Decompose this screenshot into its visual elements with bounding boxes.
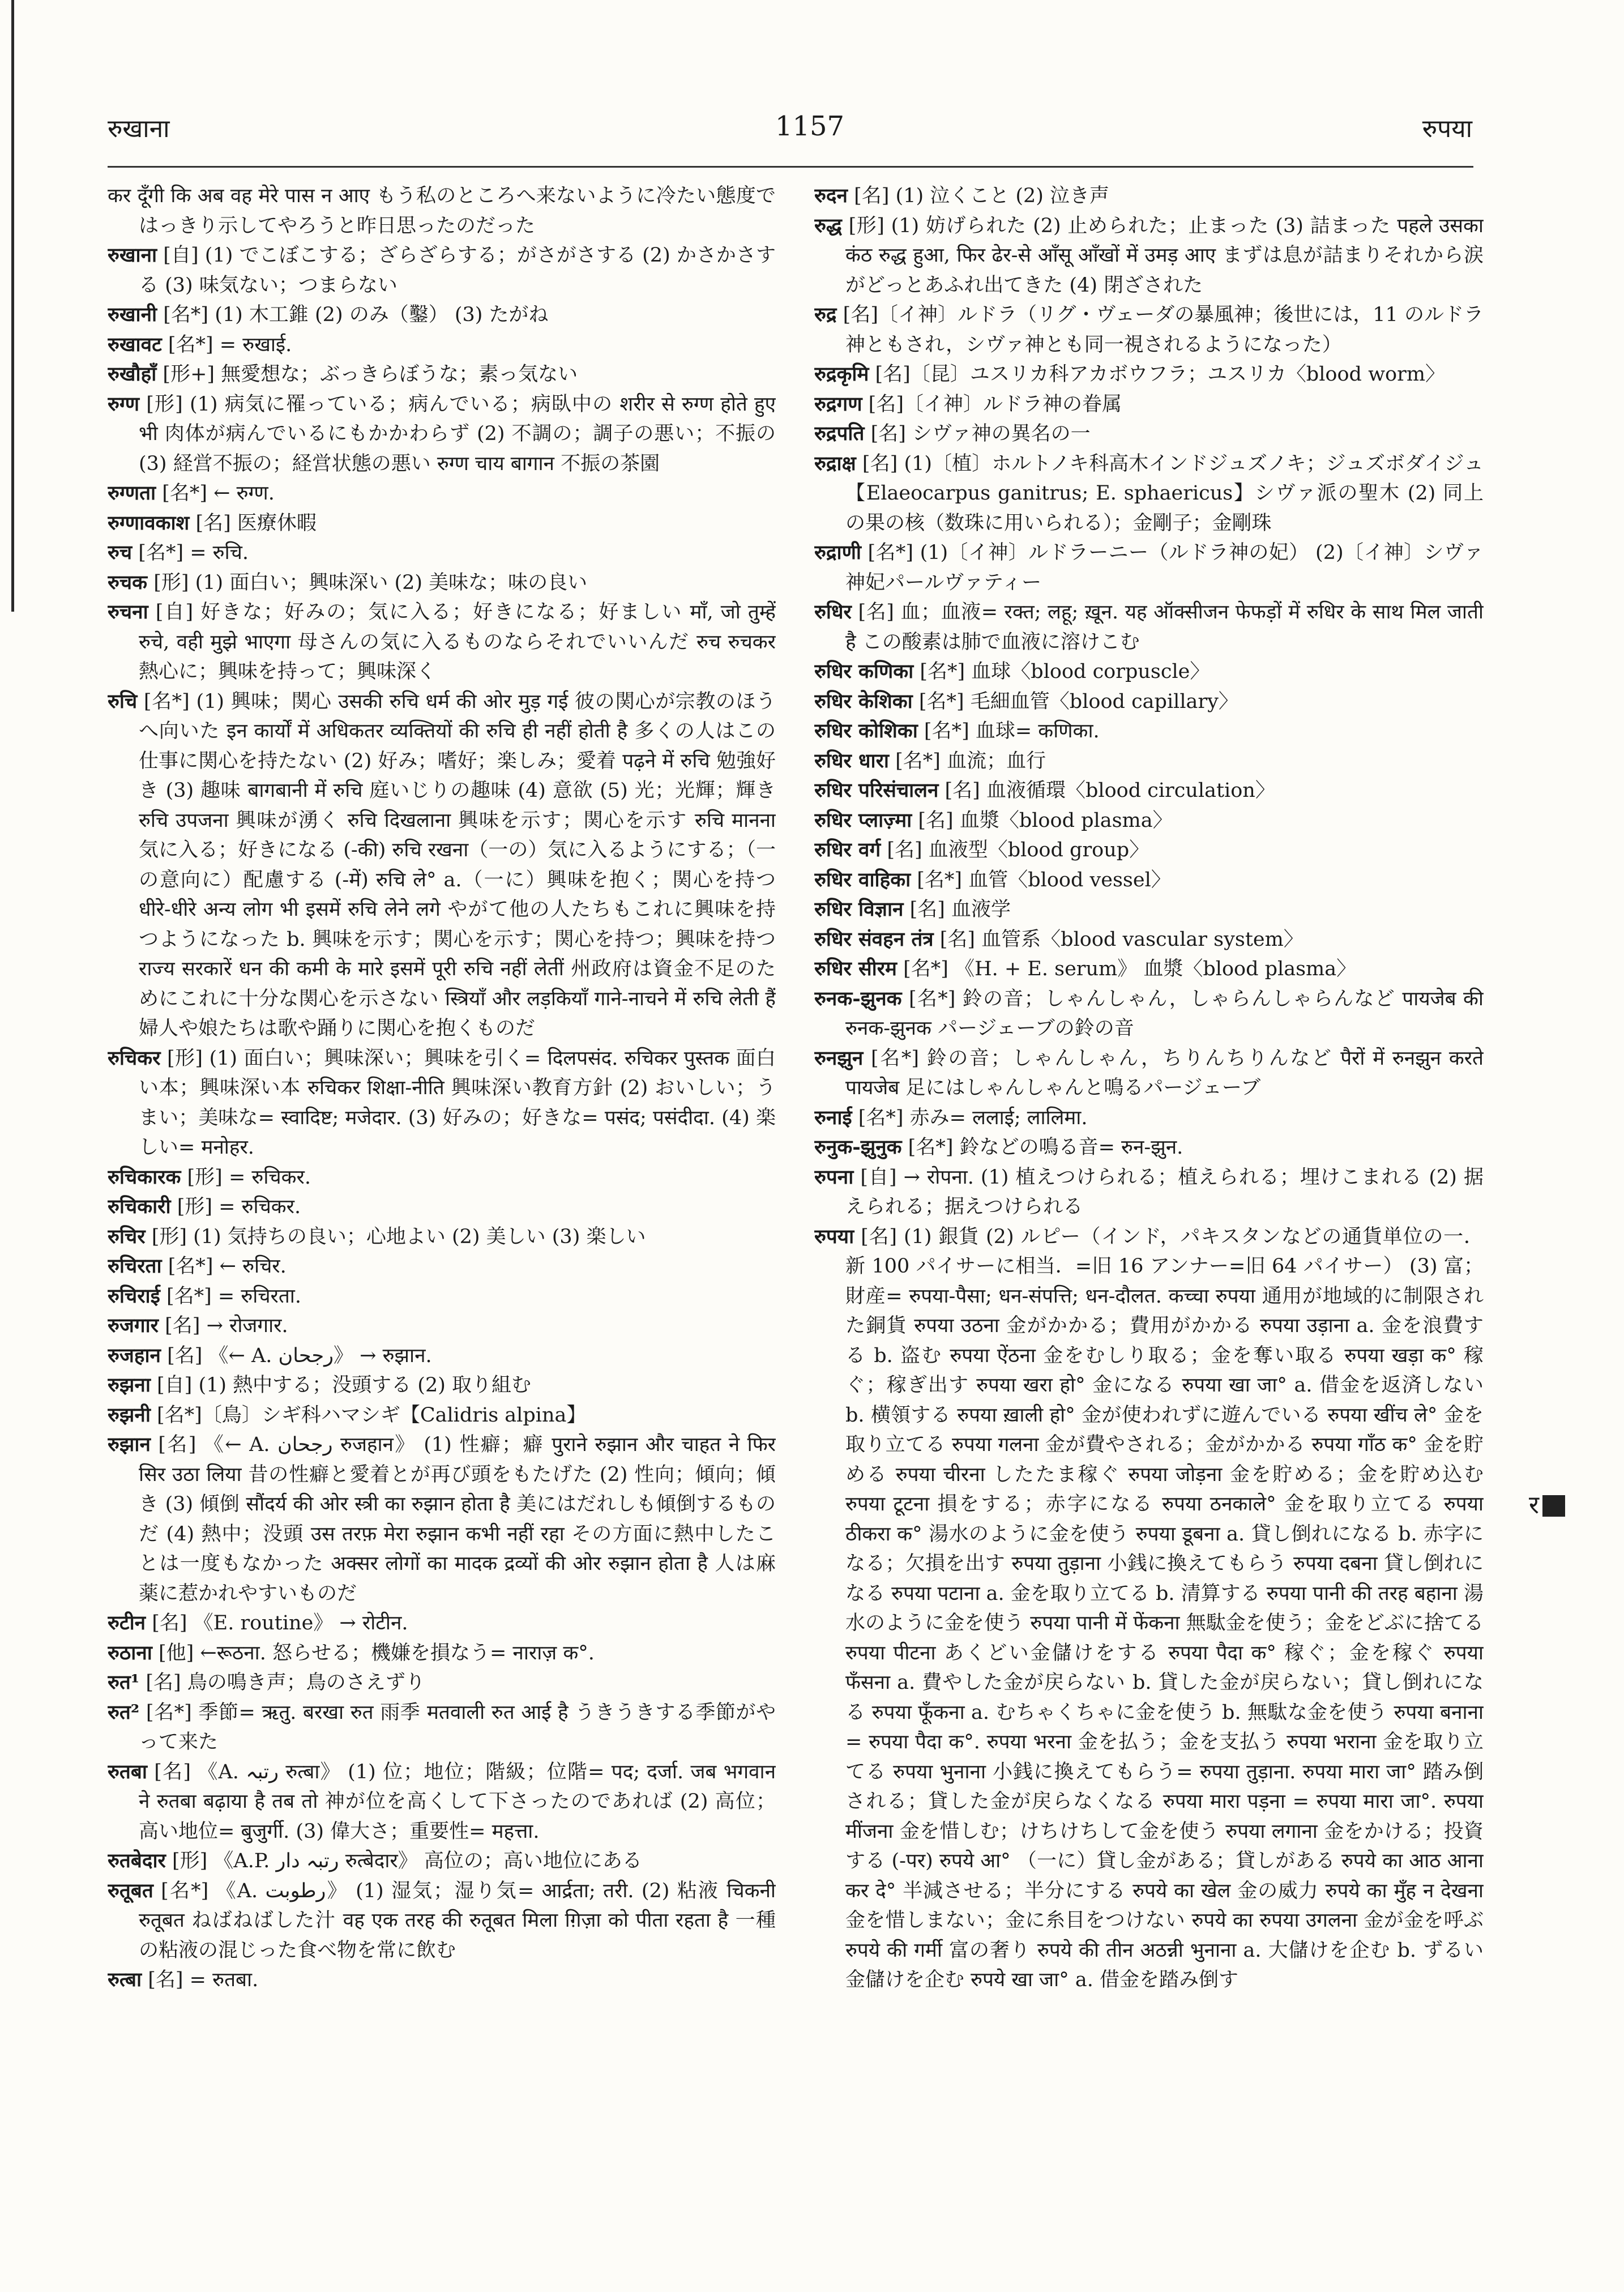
dictionary-entry (108, 509, 776, 539)
dictionary-entry (814, 390, 1484, 420)
entry-definition: [名*] = रुखाई. (168, 333, 292, 356)
dictionary-entry (814, 895, 1484, 925)
dictionary-entry (108, 1341, 776, 1371)
entry-definition: [形] (1) 面白い；興味深い；興味を引く= दिलपसंद. रुचिकर पुस्तक 面白い本；興味深い本 रुचिकर शिक्षा-नीति 興味深い教育方針 (2) おいしい；うまい；美味な= स्वादिष्ट; मजेदार. (3) 好みの；好きな= पसंद; पसंदीदा. (4) 楽しい= मनोहर. (139, 1047, 776, 1159)
dictionary-entry (108, 330, 776, 360)
dictionary-entry (814, 687, 1484, 717)
entry-headword: रुधिर वाहिका (814, 868, 911, 891)
entry-definition: [名*] ← रुग्ण. (162, 482, 275, 505)
entry-headword: रुचिकारी (108, 1195, 171, 1218)
dictionary-entry (108, 241, 776, 300)
entry-headword: रुनक-झुनक (814, 987, 902, 1010)
entry-definition: [名]〔イ神〕ルドラ（リグ・ヴェーダの暴風神；後世には，11 のルドラ神ともされ，シヴァ神とも同一視されるようになった） (843, 304, 1484, 356)
entry-definition: [名*] 《H. + E. serum》 血漿〈blood plasma〉 (903, 958, 1357, 980)
entry-headword: रुधिर प्लाज़्मा (814, 808, 912, 832)
entry-definition: [名] 《← A. رجحان रुजहान》 (1) 性癖；癖 पुराने रुझान और चाहत ने फिर सिर उठा लिया 昔の性癖と愛着とが再び頭をもたげた (2) 性向；傾向；傾き (3) 傾倒 सौंदर्य की ओर स्त्री का रुझान होता है 美にはだれしも傾倒するものだ (4) 熱中；没頭 उस तरफ़ मेरा रुझान कभी नहीं रहा その方面に熱中したことは一度もなかった अक्सर लोगों का मादक द्रव्यों की ओर रुझान होता है 人は麻薬に惹かれやすいものだ (139, 1433, 776, 1605)
thumb-index-tab (1529, 1487, 1565, 1521)
entry-headword: रुजगार (108, 1314, 159, 1337)
entry-headword: रुपना (814, 1165, 854, 1189)
entry-headword: रुनझुन (814, 1046, 864, 1070)
entry-definition: [名*] 血管〈blood vessel〉 (917, 868, 1171, 891)
dictionary-entry (108, 1282, 776, 1312)
entry-definition: [形] (1) 気持ちの良い；心地よい (2) 美しい (3) 楽しい (151, 1225, 646, 1248)
entry-headword: रुतबा (108, 1760, 147, 1783)
dictionary-entry (108, 687, 776, 1044)
dictionary-entry (814, 746, 1484, 776)
dictionary-entry (814, 1044, 1484, 1103)
dictionary-entry (108, 1638, 776, 1668)
entry-definition: [形] = रुचिकर. (177, 1196, 301, 1218)
dictionary-entry (108, 390, 776, 479)
entry-headword: रुटीन (108, 1611, 146, 1634)
entry-definition: [名*] 鈴の音；しゃんしゃん，ちりんちりんなど पैरों में रुनझुन करते पायजेब 足にはしゃんしゃんと鳴るパージェーブ (845, 1047, 1484, 1099)
entry-definition: [形] = रुचिकर. (187, 1166, 311, 1189)
dictionary-entry (814, 1222, 1484, 1995)
dictionary-entry (814, 806, 1484, 836)
entry-headword: रुद्राक्ष (814, 451, 856, 475)
dictionary-entry (814, 984, 1484, 1044)
entry-definition: [名*] (1)〔イ神〕ルドラーニー（ルドラ神の妃） (2)〔イ神〕シヴァ神妃パールヴァティー (845, 541, 1484, 594)
guide-word-left: रुखाना (108, 114, 170, 143)
entry-headword: रुझान (108, 1433, 151, 1456)
dictionary-entry (108, 597, 776, 687)
entry-definition: [名] 血液学 (909, 898, 1011, 921)
dictionary-entry (108, 1668, 776, 1698)
entry-definition: [形] (1) 妨げられた (2) 止められた；止まった (3) 詰まった पहले उसका कंठ रुद्ध हुआ, फिर ढेर-से आँसू आँखों में उमड़ आए まずは息が詰まりそれから涙がどっとあふれ出てきた (4) 閉ざされた (845, 214, 1484, 297)
entry-headword: रुत्बा (108, 1968, 142, 1991)
entry-headword: रुचिराई (108, 1284, 160, 1308)
entry-headword: रुधिर (814, 600, 852, 624)
entry-headword: रुद्राणी (814, 541, 861, 564)
page-number: 1157 (775, 110, 845, 142)
dictionary-entry (108, 1876, 776, 1966)
dictionary-entry (814, 954, 1484, 984)
entry-headword: रुचिकर (108, 1046, 161, 1070)
entry-definition: [自] (1) でこぼこする；ざらざらする；がさがさする (2) かさかさする (3) 味気ない；つまらない (139, 244, 776, 297)
entry-definition: [名] 鳥の鳴き声；鳥のさえずり (146, 1671, 425, 1694)
entry-headword: रुपया (814, 1224, 854, 1248)
entry-headword: रुचि (108, 689, 138, 713)
entry-headword: रुझनी (108, 1403, 151, 1427)
entry-definition: [形] 《A.P. رتبہ دار रुत्बेदार》 高位の；高い地位にある (172, 1850, 642, 1872)
entry-definition: [名] 医療休暇 (195, 511, 317, 535)
entry-definition: [名*] (1) 興味；関心 उसकी रुचि धर्म की ओर मुड़ गई 彼の関心が宗教のほうへ向いた इन कार्यों में अधिकतर व्यक्तियों की रुचि ही नहीं होती है 多くの人はこの仕事に関心を持たない (2) 好み；嗜好；楽しみ；愛着 पढ़ने में रुचि 勉強好き (3) 趣味 बागबानी में रुचि 庭いじりの趣味 (4) 意欲 (5) 光；光輝；輝き रुचि उपजना 興味が湧く रुचि दिखलाना 興味を示す；関心を示す रुचि मानना 気に入る；好きになる (-की) रुचि रखना（一の）気に入るようにする；（一の意向に）配慮する (-में) रुचि ले° a.（一に）興味を抱く；関心を持つ धीरे-धीरे अन्य लोग भी इसमें रुचि लेने लगे やがて他の人たちもこれに興味を持つようになった b. 興味を示す；関心を示す；関心を持つ；興味を持つ राज्य सरकारें धन की कमी के मारे इसमें पूरी रुचि नहीं लेतीं 州政府は資金不足のためにこれに十分な関心を示さない स्त्रियाँ और लड़कियाँ गाने-नाचने में रुचि लेती हैं 婦人や娘たちは歌や踊りに関心を抱くものだ (139, 690, 776, 1040)
entry-headword: रुतूबत (108, 1879, 153, 1902)
entry-definition: [名*] ← रुचिर. (168, 1255, 287, 1278)
dictionary-entry (814, 1163, 1484, 1222)
entry-headword: रुद्रगण (814, 392, 862, 416)
entry-definition: [形] (1) 面白い；興味深い (2) 美味な；味の良い (153, 571, 588, 594)
binding-edge (11, 0, 14, 612)
entry-definition: [名] シヴァ神の異名の一 (870, 422, 1091, 445)
dictionary-entry (108, 1608, 776, 1638)
dictionary-entry (814, 538, 1484, 597)
entry-definition: [名] (1) 銀貨 (2) ルピー（インド，パキスタンなどの通貨単位の一．新 100 パイサーに相当．=旧 16 アンナー=旧 64 パイサー） (3) 富；財産= रुपया-पैसा; धन-संपत्ति; धन-दौलत. कच्चा रुपया 通用が地域的に制限された銅貨 रुपया उठना 金がかかる；費用がかかる रुपया उड़ाना a. 金を浪費する b. 盗む रुपया ऐंठना 金をむしり取る；金を奪い取る रुपया खड़ा क° 稼ぐ；稼ぎ出す रुपया खरा हो° 金になる रुपया खा जा° a. 借金を返済しない b. 横領する रुपया ख़ाली हो° 金が使われずに遊んでいる रुपया खींच ले° 金を取り立てる रुपया गलना 金が費やされる；金がかかる रुपया गाँठ क° 金を貯める रुपया चीरना したたま稼ぐ रुपया जोड़ना 金を貯める；金を貯め込む रुपया टूटना 損をする；赤字になる रुपया ठनकाले° 金を取り立てる रुपया ठीकरा क° 湯水のように金を使う रुपया डूबना a. 貸し倒れになる b. 赤字になる；欠損を出す रुपया तुड़ाना 小銭に換えてもらう रुपया दबना 貸し倒れになる रुपया पटाना a. 金を取り立てる b. 清算する रुपया पानी की तरह बहाना 湯水のように金を使う रुपया पानी में फेंकना 無駄金を使う；金をどぶに捨てる रुपया पीटना あくどい金儲けをする रुपया पैदा क° 稼ぐ；金を稼ぐ रुपया फँसना a. 費やした金が戻らない b. 貸した金が戻らない；貸し倒れになる रुपया फूँकना a. むちゃくちゃに金を使う b. 無駄な金を使う रुपया बनाना = रुपया पैदा क°. रुपया भरना 金を払う；金を支払う रुपया भराना 金を取り立てる रुपया भुनाना 小銭に換えてもらう= रुपया तुड़ाना. रुपया मारा जा° 踏み倒される；貸した金が戻らなくなる रुपया मारा पड़ना = रुपया मारा जा°. रुपया मींजना 金を惜しむ；けちけちして金を使う रुपया लगाना 金をかける；投資する (-पर) रुपये आ° （一に）貸し金がある；貸しがある रुपये का आठ आना कर दे° 半減させる；半分にする रुपये का खेल 金の威力 रुपये का मुँह न देखना 金を惜しまない；金に糸目をつけない रुपये का रुपया उगलना 金が金を呼ぶ रुपये की गर्मी 富の奢り रुपये की तीन अठन्नी भुनाना a. 大儲けを企む b. ずるい金儲けを企む रुपये खा जा° a. 借金を踏み倒す (845, 1225, 1484, 1991)
entry-headword: रुच (108, 541, 133, 564)
entry-headword: रुखावट (108, 332, 162, 356)
dictionary-entry (108, 1401, 776, 1431)
dictionary-entry (814, 597, 1484, 657)
right-column (814, 181, 1484, 2209)
entry-headword: रुखाना (108, 244, 157, 267)
entry-definition: [名] 《← A. رجحان》 → रुझान. (167, 1344, 432, 1367)
entry-definition: [名*] 血流；血行 (895, 749, 1046, 772)
entry-definition: [自] (1) 熱中する；没頭する (2) 取り組む (157, 1374, 531, 1397)
header-rule (108, 166, 1473, 168)
entry-definition: [名*] 血球〈blood corpuscle〉 (920, 660, 1210, 683)
entry-definition: [自] → रोपना. (1) 植えつけられる；植えられる；埋けこまれる (2) 据えられる；据えつけられる (845, 1166, 1484, 1218)
dictionary-entry (108, 1192, 776, 1222)
entry-definition: [名*] 季節= ऋतु. बरखा रुत 雨季 मतवाली रुत आई है うきうきする季節がやって来た (139, 1701, 776, 1753)
dictionary-entry (108, 1044, 776, 1163)
entry-definition: [名] 血；血液= रक्त; लहू; ख़ून. यह ऑक्सीजन फेफड़ों में रुधिर के साथ मिल जाती है この酸素は肺で血液に溶けこむ (845, 601, 1484, 654)
entry-definition: [名*] 毛細血管〈blood capillary〉 (918, 690, 1238, 713)
dictionary-entry (814, 360, 1484, 390)
entry-definition: [名] → रोजगार. (165, 1314, 288, 1337)
entry-headword: रुखानी (108, 303, 157, 326)
entry-headword: रुधिर सीरम (814, 957, 897, 980)
entry-headword: रुधिर कोशिका (814, 719, 918, 742)
entry-definition: [自] 好きな；好みの；気に入る；好きになる；好ましい माँ, जो तुम्हें रुचे, वही मुझे भाएगा 母さんの気に入るものならそれでいいんだ रुच रुचकर 熱心に；興味を持って；興味深く (139, 601, 776, 683)
entry-definition: [名*] 赤み= ललाई; लालिमा. (858, 1106, 1088, 1129)
entry-definition: [名*] = रुचि. (138, 541, 249, 564)
dictionary-entry (108, 1965, 776, 1995)
entry-definition: [名*] (1) 木工錐 (2) のみ（鑿） (3) たがね (163, 304, 549, 326)
entry-headword: रुद्र (814, 303, 837, 326)
entry-headword: रुत² (108, 1700, 140, 1724)
dictionary-entry (108, 1757, 776, 1847)
dictionary-entry (108, 568, 776, 598)
dictionary-entry (814, 716, 1484, 746)
entry-headword: रुधिर परिसंचालन (814, 779, 939, 802)
dictionary-entry (814, 776, 1484, 806)
dictionary-entry (814, 181, 1484, 211)
entry-definition: [形+] 無愛想な；ぶっきらぼうな；素っ気ない (163, 363, 578, 386)
dictionary-entry (108, 1698, 776, 1757)
dictionary-entry (108, 300, 776, 330)
entry-headword: रुधिर धारा (814, 749, 889, 772)
dictionary-entry (814, 865, 1484, 895)
entry-headword: रुझना (108, 1373, 151, 1397)
dictionary-entry (814, 925, 1484, 955)
page-header (0, 110, 1624, 161)
dictionary-entry (108, 1311, 776, 1341)
dictionary-entry (108, 1430, 776, 1608)
left-column (108, 181, 776, 2209)
dictionary-entry (814, 419, 1484, 449)
entry-definition: [他] ←रूठना. 怒らせる；機嫌を損なう= नाराज़ क°. (158, 1641, 595, 1664)
entry-headword: रुनुक-झुनुक (814, 1136, 902, 1159)
entry-headword: रुचिकारक (108, 1165, 181, 1189)
entry-definition: [名*] 血球= कणिका. (924, 720, 1100, 742)
entry-definition: [名] 血液循環〈blood circulation〉 (945, 779, 1275, 802)
entry-definition: [名]〔昆〕ユスリカ科アカボウフラ；ユスリカ〈blood worm〉 (875, 363, 1446, 386)
entry-headword: रुधिर कणिका (814, 660, 914, 683)
dictionary-entry (108, 1163, 776, 1193)
entry-headword: रुखौहाँ (108, 362, 157, 386)
entry-definition: [名] (1) 泣くこと (2) 泣き声 (854, 185, 1110, 207)
entry-headword: रुजहान (108, 1343, 161, 1367)
entry-headword: रुचना (108, 600, 148, 624)
entry-headword: रुठाना (108, 1641, 152, 1664)
entry-headword: रुचिरता (108, 1254, 162, 1278)
dictionary-entry (814, 1103, 1484, 1133)
entry-definition: [名] (1)〔植〕ホルトノキ科高木インドジュズノキ；ジュズボダイジュ【Elaeocarpus ganitrus; E. sphaericus】シヴァ派の聖木 (2) 同上の果の核（数珠に用いられる）；金剛子；金剛珠 (845, 452, 1484, 535)
entry-definition: [名*] 《A. رطوبت》 (1) 湿気；湿り気= आर्द्रता; तरी. (2) 粘液 चिकनी रुतूबत ねばねばした汁 वह एक तरह की रुतूबत मिला ग़िज़ा को पीता रहता है 一種の粘液の混じった食べ物を常に飲む (139, 1879, 776, 1962)
dictionary-entry (108, 1222, 776, 1252)
entry-headword: रुग्णता (108, 481, 156, 505)
entry-headword: रुधिर विज्ञान (814, 898, 904, 921)
entry-headword: रुनाई (814, 1106, 852, 1129)
entry-definition: [名] 《A. رتبہ रुत्बा》 (1) 位；地位；階級；位階= पद; दर्जा. जब भगवान ने रुतबा बढ़ाया है तब तो 神が位を高くして下さったのであれば (2) 高位；高い地位= बुजुर्गी. (3) 偉大さ；重要性= महत्ता. (139, 1760, 776, 1843)
entry-definition: [名] 《E. routine》 → रोटीन. (152, 1612, 408, 1634)
dictionary-entry (814, 657, 1484, 687)
entry-definition: कर दूँगी कि अब वह मेरे पास न आए もう私のところへ来ないように冷たい態度ではっきり示してやろうと昨日思ったのだった (108, 185, 776, 237)
entry-headword: रुद्रपति (814, 422, 865, 445)
entry-headword: रुचक (108, 570, 148, 594)
entry-definition: [形] (1) 病気に罹っている；病んでいる；病臥中の शरीर से रुग्ण होते हुए भी 肉体が病んでいるにもかかわらず (2) 不調の；調子の悪い；不振の (3) 経営不振の；経営状態の悪い रुग्ण चाय बागान 不振の茶園 (139, 392, 776, 475)
entry-headword: रुग्णावकाश (108, 511, 190, 535)
entry-headword: रुतबेदार (108, 1849, 166, 1872)
entry-headword: रुद्ध (814, 214, 842, 237)
entry-headword: रुधिर संवहन तंत्र (814, 927, 934, 951)
entry-headword: रुचिर (108, 1224, 146, 1248)
thumb-index-marker (1542, 1495, 1565, 1517)
dictionary-entry (814, 211, 1484, 301)
dictionary-entry (108, 1252, 776, 1282)
dictionary-entry (108, 1846, 776, 1876)
dictionary-entry (814, 1133, 1484, 1163)
dictionary-entry (108, 1371, 776, 1401)
dictionary-entry (108, 538, 776, 568)
entry-definition: [名] 血漿〈blood plasma〉 (918, 809, 1173, 832)
entry-definition: [名] 血液型〈blood group〉 (887, 839, 1149, 861)
entry-headword: रुधिर केशिका (814, 689, 913, 713)
entry-definition: [名] = रुतबा. (148, 1969, 259, 1991)
entry-headword: रुत¹ (108, 1671, 140, 1694)
entry-headword: रुधिर वर्ग (814, 838, 881, 861)
dictionary-entry (108, 479, 776, 509)
entry-definition: [名*] 鈴の音；しゃんしゃん，しゃらんしゃらんなど पायजेब की रुनक-झुनक パージェーブの鈴の音 (845, 987, 1484, 1040)
entry-headword: रुद्रकृमि (814, 362, 869, 386)
entry-definition: [名*] = रुचिरता. (166, 1284, 302, 1308)
dictionary-entry (814, 835, 1484, 865)
entry-definition: [名*]〔鳥〕シギ科ハマシギ【Calidris alpina】 (157, 1403, 587, 1427)
thumb-index-letter: र (1529, 1491, 1539, 1520)
dictionary-entry (108, 360, 776, 390)
entry-definition: [名]〔イ神〕ルドラ神の眷属 (868, 392, 1122, 416)
entry-definition: [名] 血管系〈blood vascular system〉 (939, 928, 1304, 951)
dictionary-entry (814, 449, 1484, 539)
guide-word-right: रुपया (1422, 114, 1472, 143)
entry-definition: [名*] 鈴などの鳴る音= रुन-झुन. (908, 1136, 1183, 1159)
entry-headword: रुदन (814, 184, 848, 207)
dictionary-entry (814, 300, 1484, 360)
dictionary-entry (108, 181, 776, 241)
entry-headword: रुग्ण (108, 392, 140, 416)
